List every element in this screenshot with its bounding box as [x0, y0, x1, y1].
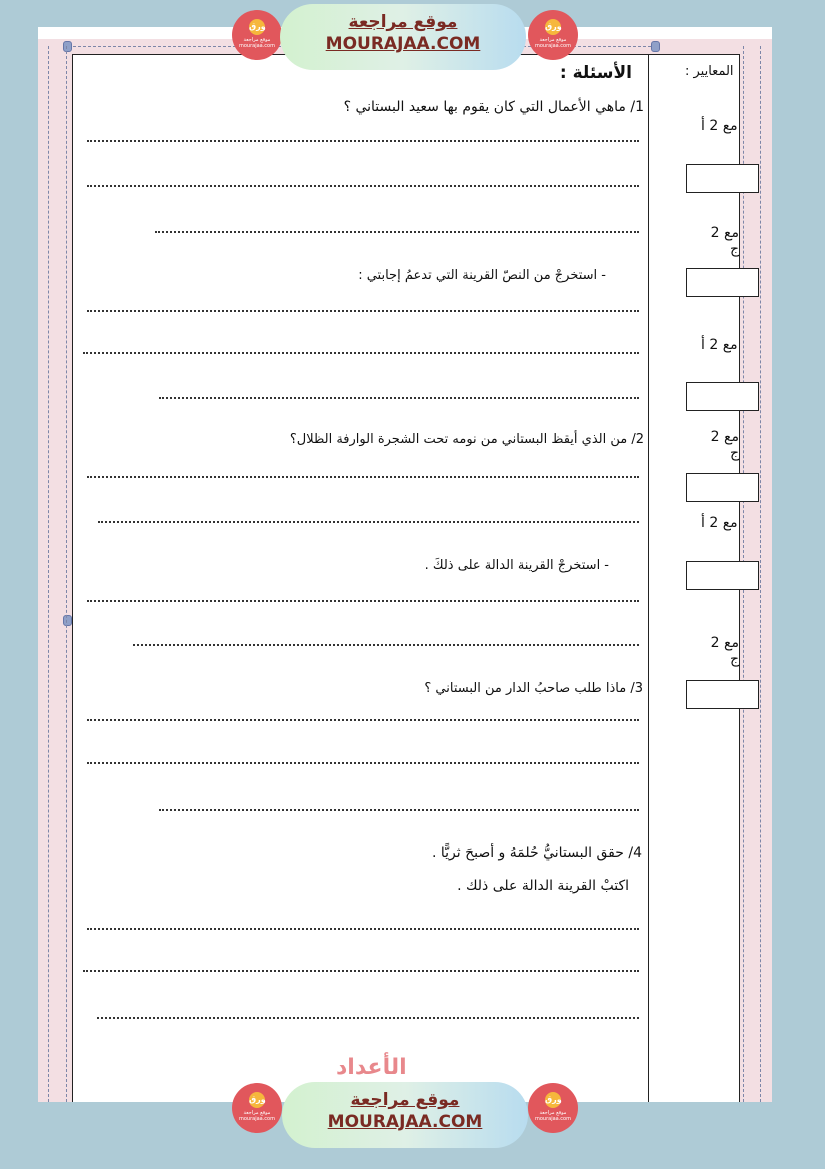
question-3: 3/ ماذا طلب صاحبُ الدار من البستاني ؟ — [424, 681, 643, 696]
answer-line[interactable] — [87, 310, 639, 312]
answer-line[interactable] — [159, 397, 639, 399]
footer-badge-arabic: موقع مراجعة — [350, 1090, 460, 1110]
question-2: 2/ من الذي أيقظ البستاني من نومه تحت الشجرة الوارفة الظلال؟ — [289, 432, 644, 447]
criterion-6-score-box[interactable] — [686, 680, 759, 709]
footer-badge-english: MOURAJAA.COM — [327, 1112, 483, 1132]
answer-line[interactable] — [87, 719, 639, 721]
logo-mark-icon: ورق — [545, 1092, 561, 1108]
document-page — [38, 27, 772, 1102]
criteria-title: المعايير : — [685, 64, 734, 79]
footer-badge[interactable] — [282, 1082, 528, 1148]
logo-text: موقع مراجعة mourajaa.com — [238, 37, 275, 49]
criterion-1-score-box[interactable] — [686, 164, 759, 193]
site-logo-right — [528, 10, 578, 60]
criterion-6: مع 2 ج — [710, 635, 739, 667]
answer-line[interactable] — [97, 1017, 639, 1019]
site-logo-left-footer — [232, 1083, 282, 1133]
site-logo-right-footer — [528, 1083, 578, 1133]
criterion-2-score-box[interactable] — [686, 268, 759, 297]
answer-line[interactable] — [87, 600, 639, 602]
header-badge-english: MOURAJAA.COM — [325, 34, 481, 54]
logo-mark-icon: ورق — [545, 19, 561, 35]
criterion-3: مع 2 أ — [701, 337, 738, 353]
logo-text: موقع مراجعة mourajaa.com — [534, 1110, 571, 1122]
question-1-sub: - استخرجْ من النصّ القرينة التي تدعمُ إجابتي : — [358, 268, 606, 283]
answer-line[interactable] — [87, 185, 639, 187]
question-2-sub: - استخرجْ القرينة الدالة على ذلكَ . — [424, 558, 609, 573]
left-margin-guide — [48, 46, 49, 1102]
answer-line[interactable] — [133, 644, 639, 646]
logo-mark-icon: ورق — [249, 19, 265, 35]
header-badge[interactable] — [280, 4, 526, 70]
criterion-5-score-box[interactable] — [686, 561, 759, 590]
section-title: الأسئلة : — [559, 63, 632, 83]
question-4: 4/ حقق البستانيُّ حُلمَهُ و أصبحَ ثريًّا . — [431, 845, 642, 861]
answer-line[interactable] — [87, 476, 639, 478]
question-4-instruction: اكتبْ القرينة الدالة على ذلك . — [457, 878, 629, 894]
answer-line[interactable] — [159, 809, 639, 811]
criterion-3-score-box[interactable] — [686, 382, 759, 411]
worksheet — [72, 54, 740, 1102]
margin-handle-left[interactable] — [63, 615, 72, 626]
answer-line[interactable] — [83, 970, 639, 972]
criterion-5: مع 2 أ — [701, 515, 738, 531]
logo-text: موقع مراجعة mourajaa.com — [534, 37, 571, 49]
site-logo-left — [232, 10, 282, 60]
criterion-2: مع 2 ج — [710, 225, 739, 257]
left-margin-guide-inner — [66, 46, 67, 1102]
criterion-4-score-box[interactable] — [686, 473, 759, 502]
question-1: 1/ ماهي الأعمال التي كان يقوم بها سعيد البستاني ؟ — [343, 99, 644, 115]
answer-line[interactable] — [87, 762, 639, 764]
header-badge-arabic: موقع مراجعة — [348, 12, 458, 32]
footer-heading: الأعداد — [336, 1055, 407, 1080]
criterion-4: مع 2 ج — [710, 429, 739, 461]
answer-line[interactable] — [83, 352, 639, 354]
criterion-1: مع 2 أ — [701, 118, 738, 134]
answer-line[interactable] — [98, 521, 639, 523]
criteria-divider — [648, 55, 649, 1102]
answer-line[interactable] — [155, 231, 639, 233]
right-margin-guide-outer — [760, 46, 761, 1102]
logo-text: موقع مراجعة mourajaa.com — [238, 1110, 275, 1122]
answer-line[interactable] — [87, 928, 639, 930]
answer-line[interactable] — [87, 140, 639, 142]
logo-mark-icon: ورق — [249, 1092, 265, 1108]
ruler-handle-left[interactable] — [63, 41, 72, 52]
ruler-handle-right[interactable] — [651, 41, 660, 52]
